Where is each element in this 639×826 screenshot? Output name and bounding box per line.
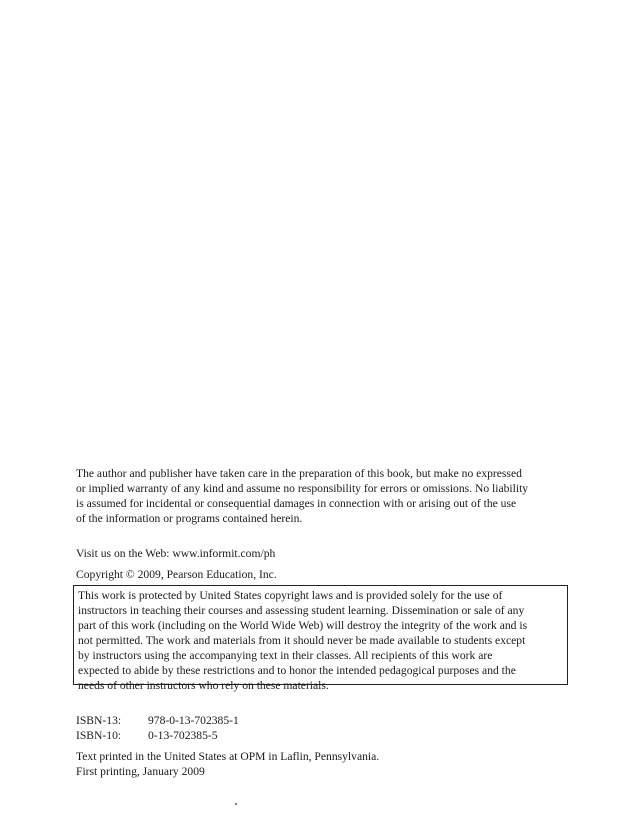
website-line: Visit us on the Web: www.informit.com/ph <box>76 547 276 560</box>
notice-line: This work is protected by United States copyright laws and is provided solely for the use of <box>78 589 503 602</box>
instructor-notice-box <box>73 585 568 692</box>
notice-line: part of this work (including on the World Wide Web) will destroy the integrity of the work and is <box>78 619 528 632</box>
notice-line: by instructors using the accompanying text in their classes. All recipients of this work are <box>78 649 493 662</box>
scan-speck <box>235 803 237 805</box>
isbn13-value: 978-0-13-702385-1 <box>148 714 239 727</box>
disclaimer-line: is assumed for incidental or consequential damages in connection with or arising out of the use <box>76 497 517 510</box>
notice-line: instructors in teaching their courses and assessing student learning. Dissemination or sale of any <box>78 604 525 617</box>
disclaimer-line: or implied warranty of any kind and assume no responsibility for errors or omissions. No liability <box>76 482 529 495</box>
notice-line: expected to abide by these restrictions and to honor the intended pedagogical purposes and the <box>78 664 516 677</box>
disclaimer-line: The author and publisher have taken care in the preparation of this book, but make no expressed <box>76 467 522 480</box>
isbn10-value: 0-13-702385-5 <box>148 729 218 742</box>
copyright-line: Copyright © 2009, Pearson Education, Inc. <box>76 568 277 581</box>
notice-line: needs of other instructors who rely on these materials. <box>78 679 329 692</box>
isbn10-label: ISBN-10: <box>76 729 122 742</box>
first-printing: First printing, January 2009 <box>76 765 205 778</box>
printing-info <box>76 749 571 779</box>
disclaimer-paragraph <box>76 466 571 526</box>
isbn10-row <box>76 728 571 743</box>
isbn13-label: ISBN-13: <box>76 714 122 727</box>
isbn-block <box>76 713 571 743</box>
notice-line: not permitted. The work and materials from it should never be made available to students except <box>78 634 526 647</box>
printing-location: Text printed in the United States at OPM in Laflin, Pennsylvania. <box>76 750 380 763</box>
disclaimer-line: of the information or programs contained herein. <box>76 512 303 525</box>
isbn13-row <box>76 713 571 728</box>
